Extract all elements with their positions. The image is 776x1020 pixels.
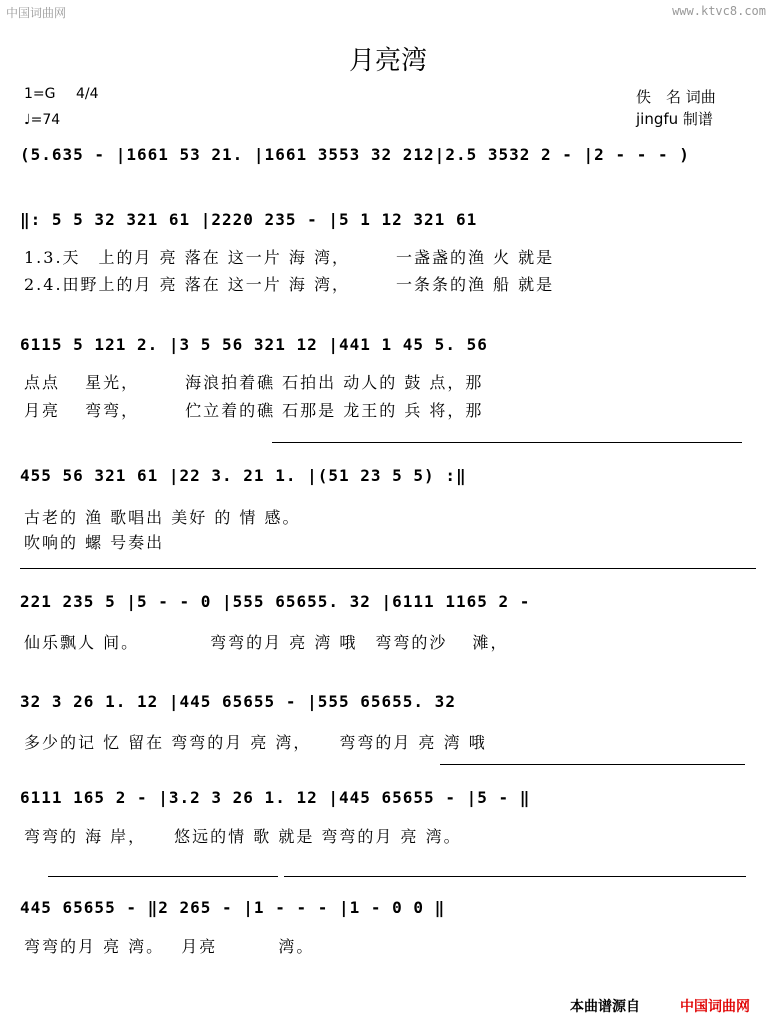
system-7-lyric-1: 弯弯的 海 岸， 悠远的情 歌 就是 弯弯的月 亮 湾。 (24, 827, 462, 846)
system-3-lyric-1: 点点 星光， 海浪拍着礁 石拍出 动人的 鼓 点，那 (24, 373, 484, 392)
system-3-notes: 6115 5 121 2. |3 5 56 321 12 |441 1 45 5. 56 (20, 335, 488, 354)
volta-2-bracket (20, 568, 756, 569)
footer-source: 本曲谱源自 (570, 999, 640, 1015)
volta-1-bracket (272, 442, 742, 443)
system-3-lyric-2: 月亮 弯弯， 伫立着的礁 石那是 龙王的 兵 将，那 (24, 401, 484, 420)
system-8-lyric-1: 弯弯的月 亮 湾。 月亮 湾。 (24, 937, 315, 956)
composer-credit: 佚 名 词曲 (636, 88, 716, 106)
tempo-marking: ♩=74 (24, 112, 61, 128)
system-6-notes: 32 3 26 1. 12 |445 65655 - |555 65655. 32 (20, 692, 456, 711)
volta-5-bracket (284, 876, 746, 877)
system-2-lyric-2: 2.4.田野上的月 亮 落在 这一片 海 湾， 一条条的渔 船 就是 (24, 275, 555, 294)
watermark-right: www.ktvc8.com (672, 4, 766, 18)
system-2-lyric-1: 1.3.天 上的月 亮 落在 这一片 海 湾， 一盏盏的渔 火 就是 (24, 248, 555, 267)
system-8-notes: 445 65655 - ‖2 265 - |1 - - - |1 - 0 0 ‖ (20, 898, 446, 917)
transcriber-credit: jingfu 制谱 (636, 110, 713, 128)
system-6-lyric-1: 多少的记 忆 留在 弯弯的月 亮 湾， 弯弯的月 亮 湾 哦 (24, 733, 487, 752)
system-1-notes: (5.635 - |1661 53 21. |1661 3553 32 212|2.5 3532 2 - |2 - - - ) (20, 145, 690, 164)
system-7-notes: 6111 165 2 - |3.2 3 26 1. 12 |445 65655 - |5 - ‖ (20, 788, 531, 807)
footer-site: 中国词曲网 (680, 999, 750, 1015)
volta-2-5-bracket (440, 764, 745, 765)
volta-4-bracket (48, 876, 278, 877)
system-4-lyric-1: 古老的 渔 歌唱出 美好 的 情 感。 (24, 508, 301, 527)
system-2-notes: ‖: 5 5 32 321 61 |2220 235 - |5 1 12 321 61 (20, 210, 478, 229)
system-4-lyric-2: 吹响的 螺 号奏出 (24, 533, 165, 552)
song-title: 月亮湾 (348, 46, 427, 76)
watermark-left: 中国词曲网 (6, 6, 67, 20)
key-signature: 1=G (24, 86, 56, 102)
system-4-notes: 455 56 321 61 |22 3. 21 1. |(51 23 5 5) :‖ (20, 466, 467, 485)
system-5-lyric-1: 仙乐飘人 间。 弯弯的月 亮 湾 哦 弯弯的沙 滩， (24, 633, 509, 652)
system-5-notes: 221 235 5 |5 - - 0 |555 65655. 32 |6111 1165 2 - (20, 592, 531, 611)
time-signature: 4/4 (76, 86, 99, 102)
